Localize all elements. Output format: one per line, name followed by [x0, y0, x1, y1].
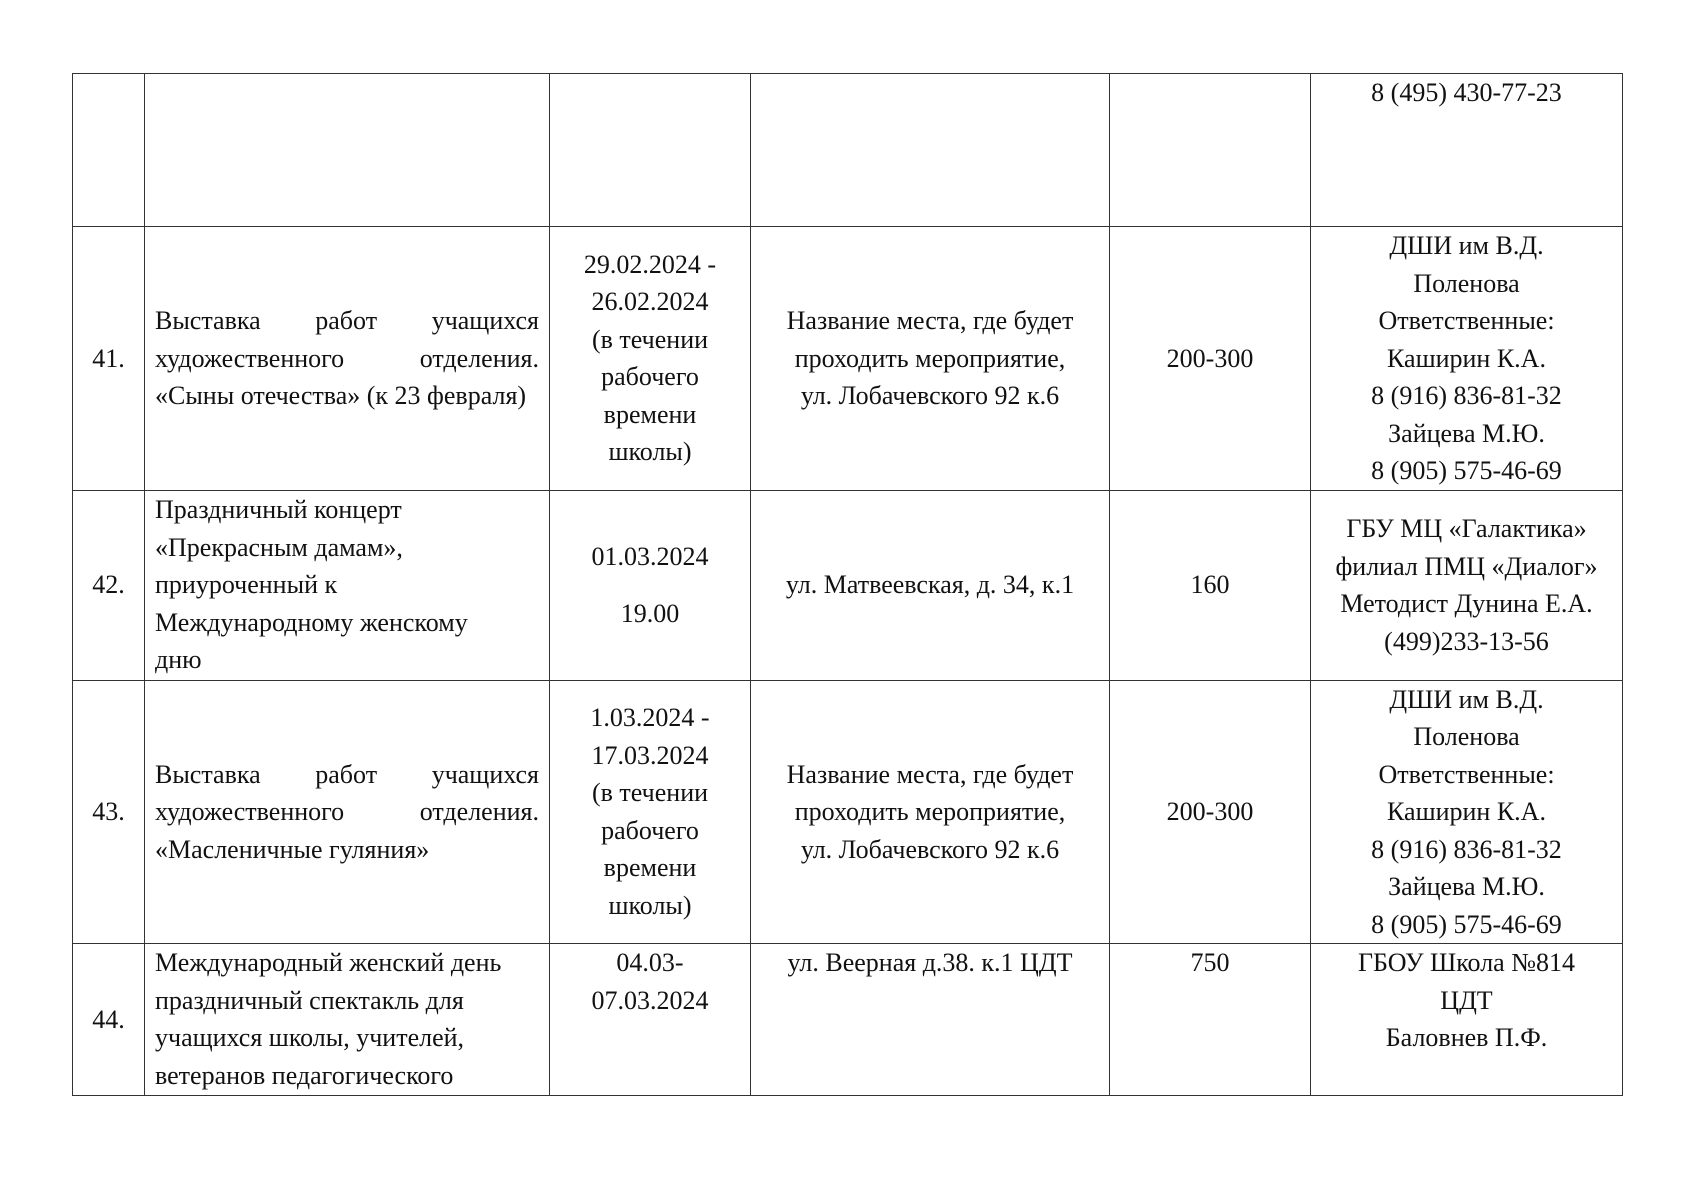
event-date-cell: [550, 944, 751, 1096]
table-row: [73, 74, 1623, 227]
participants-count-cell: [1110, 490, 1311, 680]
event-name-line: учащихся школы, учителей,: [155, 1023, 465, 1052]
event-date-line: 01.03.2024: [591, 542, 709, 571]
organizer-line: ЦДТ: [1440, 985, 1493, 1015]
organizer-cell: [1311, 680, 1623, 944]
event-name-line: «Прекрасным дамам»,: [155, 532, 403, 562]
event-place-line: проходить мероприятие,: [794, 343, 1066, 373]
organizer-line: 8 (495) 430-77-23: [1371, 78, 1562, 107]
event-name-line: приуроченный к: [155, 570, 338, 600]
event-place-cell: [751, 680, 1110, 944]
event-place-cell: [751, 490, 1110, 680]
row-number: 41.: [92, 343, 125, 373]
event-place-line: ул. Веерная д.38. к.1 ЦДТ: [787, 948, 1073, 977]
organizer-line: ГБУ МЦ «Галактика»: [1346, 514, 1587, 543]
event-date-line: 07.03.2024: [591, 985, 709, 1015]
event-name-line: Праздничный концерт: [155, 495, 402, 525]
organizer-line: Зайцева М.Ю.: [1388, 872, 1545, 901]
event-date-cell: [550, 680, 751, 944]
row-number: 42.: [92, 570, 125, 600]
row-number-cell: [73, 944, 145, 1096]
event-name-cell: [145, 227, 550, 491]
participants-count: 200-300: [1166, 343, 1254, 373]
participants-count-cell: [1110, 680, 1311, 944]
row-number-cell: [73, 680, 145, 944]
row-number-cell: [73, 74, 145, 227]
event-time-line: 19.00: [620, 598, 680, 628]
event-place-line: Название места, где будет: [786, 306, 1074, 335]
organizer-line: Каширин К.А.: [1387, 797, 1546, 826]
organizer-line: 8 (905) 575-46-69: [1371, 909, 1562, 939]
participants-count-cell: [1110, 227, 1311, 491]
event-date-line: времени: [603, 853, 697, 883]
organizer-cell: [1311, 490, 1623, 680]
event-name-cell: [145, 490, 550, 680]
event-place-cell: [751, 74, 1110, 227]
organizer-line: 8 (916) 836-81-32: [1371, 834, 1562, 864]
event-place-line: ул. Лобачевского 92 к.6: [800, 381, 1060, 410]
row-number: 44.: [92, 1004, 125, 1034]
event-place-line: проходить мероприятие,: [794, 797, 1066, 826]
organizer-cell: [1311, 74, 1623, 227]
organizer-line: 8 (905) 575-46-69: [1371, 456, 1562, 485]
participants-count: 200-300: [1166, 797, 1254, 826]
organizer-line: (499)233-13-56: [1384, 626, 1549, 656]
event-name-line: праздничный спектакль для: [155, 985, 464, 1015]
organizer-line: Поленова: [1413, 722, 1520, 751]
table-row: [73, 680, 1623, 944]
table-row: [73, 227, 1623, 491]
organizer-line: 8 (916) 836-81-32: [1371, 381, 1562, 410]
participants-count-cell: [1110, 944, 1311, 1096]
organizer-line: ДШИ им В.Д.: [1389, 231, 1544, 260]
event-date-line: 04.03-: [616, 948, 684, 977]
organizer-line: Ответственные:: [1378, 759, 1555, 789]
event-name-cell: [145, 944, 550, 1096]
participants-count: 750: [1190, 948, 1230, 977]
organizer-cell: [1311, 227, 1623, 491]
organizer-line: Баловнев П.Ф.: [1385, 1023, 1548, 1052]
organizer-line: ДШИ им В.Д.: [1389, 684, 1544, 714]
event-date-line: рабочего: [601, 362, 699, 392]
table-row: [73, 490, 1623, 680]
organizer-line: ГБОУ Школа №814: [1357, 948, 1576, 977]
event-name: Выставка работ учащихся художественного отделения. «Масленичные гуляния»: [155, 759, 539, 864]
event-date-line: рабочего: [601, 815, 699, 845]
organizer-line: филиал ПМЦ «Диалог»: [1335, 551, 1598, 581]
event-name-line: Международный женский день: [155, 948, 502, 977]
event-name-line: дню: [155, 645, 202, 675]
event-place-cell: [751, 227, 1110, 491]
organizer-line: Методист Дунина Е.А.: [1340, 589, 1593, 618]
event-place-line: ул. Лобачевского 92 к.6: [800, 834, 1060, 864]
organizer-cell: [1311, 944, 1623, 1096]
participants-count-cell: [1110, 74, 1311, 227]
row-number: 43.: [92, 797, 125, 826]
participants-count: 160: [1190, 570, 1230, 600]
event-place-cell: [751, 944, 1110, 1096]
event-date-cell: [550, 227, 751, 491]
event-name-line: ветеранов педагогического: [155, 1060, 454, 1090]
organizer-line: Ответственные:: [1378, 306, 1555, 335]
event-date-line: школы): [608, 890, 692, 920]
event-place-line: ул. Матвеевская, д. 34, к.1: [785, 570, 1075, 600]
row-number-cell: [73, 490, 145, 680]
event-date-line: 26.02.2024: [591, 287, 709, 317]
organizer-line: Зайцева М.Ю.: [1388, 418, 1545, 448]
table-row: [73, 944, 1623, 1096]
event-name-cell: [145, 680, 550, 944]
event-date-line: 17.03.2024: [591, 740, 709, 770]
event-place-line: Название места, где будет: [786, 759, 1074, 789]
organizer-line: Поленова: [1413, 268, 1520, 298]
event-date-line: 1.03.2024 -: [590, 703, 710, 733]
row-number-cell: [73, 227, 145, 491]
event-date-line: (в течении: [591, 778, 709, 808]
organizer-line: Каширин К.А.: [1387, 343, 1546, 373]
event-date-line: (в течении: [591, 324, 709, 354]
event-name-cell: [145, 74, 550, 227]
event-date-line: 29.02.2024 -: [583, 249, 717, 279]
event-date-cell: [550, 74, 751, 227]
event-date-cell: [550, 490, 751, 680]
event-name-line: Международному женскому: [155, 607, 468, 637]
event-date-line: школы): [608, 437, 692, 467]
event-date-line: времени: [603, 399, 697, 429]
event-name: Выставка работ учащихся художественного отделения. «Сыны отечества» (к 23 февраля): [155, 306, 539, 410]
events-table: [72, 73, 1623, 1096]
